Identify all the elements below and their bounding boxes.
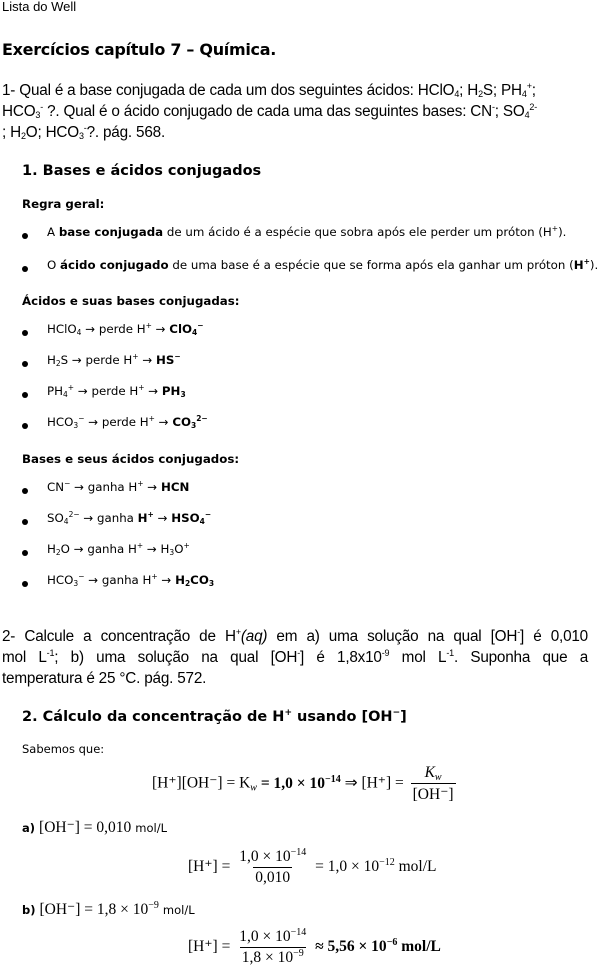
page-title: Exercícios capítulo 7 – Química. bbox=[2, 40, 276, 59]
question-1 bbox=[2, 80, 588, 143]
base-item: CN− → ganha H+ → HCN bbox=[47, 479, 190, 494]
part-a-fraction: $\frac{1,0 \times 10^{-14}}{0,010}$ bbox=[239, 847, 307, 886]
rule-heading: Regra geral: bbox=[22, 197, 105, 211]
acid-item: $PH_4^+$ → perde $H^+ \to PH_3$ bbox=[47, 383, 186, 399]
section-2-heading: 2. Cálculo da concentração de H+ usando [OH−] bbox=[22, 708, 407, 725]
question-2-line-2: mol $L^{-1}$; b) uma solução na qual [OH-] é $1,8x10^{-9}$ mol $L^{-1}$. Suponha que a bbox=[2, 648, 589, 666]
bullet-icon bbox=[22, 519, 28, 525]
question-2-line-3: temperatura é 25 °C. pág. 572. bbox=[2, 670, 207, 687]
part-a-equation: [H⁺] = $\frac{1,0 \times 10^{-14}}{0,010}$ = $1,0 \times 10^{-12}$ mol/L bbox=[188, 847, 437, 886]
question-1-line-1: 1- Qual é a base conjugada de cada um dos seguintes ácidos: HClO$_4$; $H_2S$; $PH_4^+$; bbox=[2, 81, 536, 99]
part-a-statement: a) [OH⁻] = 0,010 mol/L bbox=[22, 819, 168, 836]
base-item: $HCO_3^-$ → ganha $H^+ \to H_2CO_3$ bbox=[47, 572, 215, 588]
intro-text: Sabemos que: bbox=[22, 742, 105, 756]
base-item: $SO_4^{2-}$ → ganha $H^+ \to HSO_4^-$ bbox=[47, 510, 212, 526]
bullet-icon bbox=[22, 266, 28, 272]
question-1-line-3: ; $H_2O$; $HCO_3^-$?. pág. 568. bbox=[2, 123, 165, 141]
acid-item: HClO$_4$ → perde H+ → ClO$_4$− bbox=[47, 321, 204, 337]
rule-1: A base conjugada de um ácido é a espécie que sobra após ele perder um próton (H+). bbox=[47, 224, 567, 239]
acids-heading: Ácidos e suas bases conjugadas: bbox=[22, 294, 240, 308]
bullet-icon bbox=[22, 361, 28, 367]
question-2-line-1: 2- Calcule a concentração de H+(aq) em a) uma solução na qual [OH-] é 0,010 bbox=[2, 627, 588, 645]
acid-item: $H_2S$ → perde H+ → HS− bbox=[47, 352, 181, 368]
part-b-statement: b) $[OH^-] = 1,8 \times 10^{-9}$ mol/L bbox=[22, 900, 195, 918]
part-b-fraction: $\frac{1,0 \times 10^{-14}}{1,8 \times 10^{-9}}$ bbox=[239, 927, 307, 966]
page-header: Lista do Well bbox=[2, 0, 77, 14]
bullet-icon bbox=[22, 392, 28, 398]
bullet-icon bbox=[22, 330, 28, 336]
acid-item: $HCO_3^-$ → perde $H^+ \to CO_3^{2-}$ bbox=[47, 414, 208, 430]
bullet-icon bbox=[22, 488, 28, 494]
part-b-equation: [H⁺] = $\frac{1,0 \times 10^{-14}}{1,8 \times 10^{-9}}$ ≈ $5,56 \times 10^{-6}$ mol/L bbox=[188, 927, 441, 966]
bullet-icon bbox=[22, 581, 28, 587]
question-2 bbox=[2, 626, 588, 689]
bullet-icon bbox=[22, 550, 28, 556]
bases-heading: Bases e seus ácidos conjugados: bbox=[22, 452, 240, 466]
rule-2: O ácido conjugado de uma base é a espécie que se forma após ela ganhar um próton (H+). bbox=[47, 257, 598, 272]
section-1-heading: 1. Bases e ácidos conjugados bbox=[22, 163, 262, 179]
question-1-line-2: $HCO_3^-$ ?. Qual é o ácido conjugado de cada uma das seguintes bases: CN-; $SO_4^{2-}$ bbox=[2, 102, 538, 120]
bullet-icon bbox=[22, 423, 28, 429]
base-item: $H_2O$ → ganha $H^+ \to H_3O^+$ bbox=[47, 541, 190, 557]
main-equation: $[H^+][OH^-] = K_w = 1,0 \times 10^{-14}$ ⇒ [H⁺] = $\frac{K_w}{[OH^-]}$ bbox=[152, 764, 454, 803]
bullet-icon bbox=[22, 233, 28, 239]
kw-fraction: $\frac{K_w}{[OH^-]}$ bbox=[412, 764, 454, 803]
